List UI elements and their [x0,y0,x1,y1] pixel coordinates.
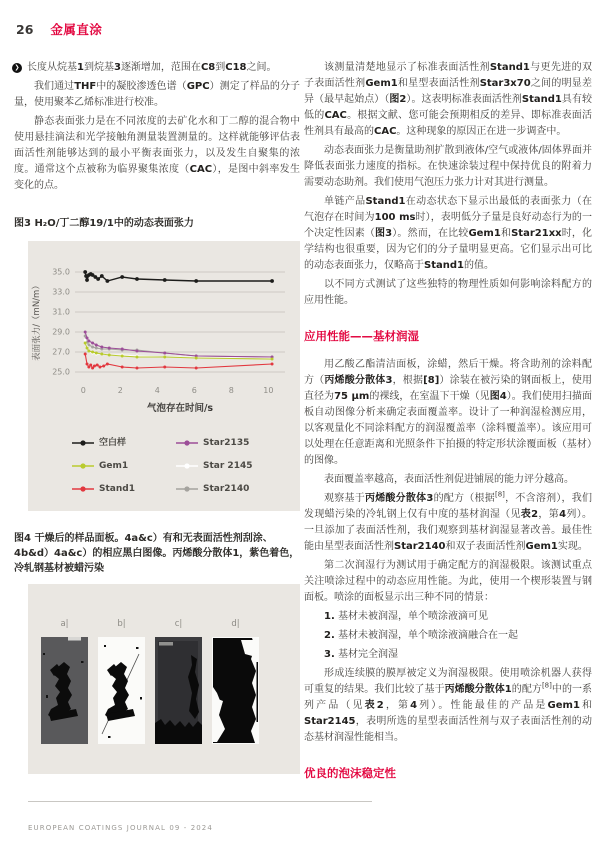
body-paragraph: 动态表面张力是衡量助剂扩散到液体/空气或液体/固体界面并降低表面张力速度的指标。在快速涂装过程中保持优良的附着力需要动态助剂。我们使用气泡压力张力计对其进行测量。 [304,145,592,188]
data-point [121,348,124,351]
legend-label: Gem1 [99,461,129,471]
section-title: 金属直涂 [50,22,103,37]
panel-label-c: c| [174,619,183,629]
body-paragraph: 单链产品Stand1在动态状态下显示出最低的表面张力（在气泡存在时间为100 ms时），表明低分子量是良好动态行为的一个决定性因素（图3）。然而，在比较Gem1和Star21xx时，化学结构也很重要，因为它们的分子量明显更高。它们显示出可比的动态表面张力，仅略高于Stand1的值。 [304,196,593,271]
legend-item [72,435,172,451]
series-line [85,332,272,357]
right-column [304,60,592,794]
data-point [96,364,99,367]
x-tick-label: 4 [154,386,160,395]
figure4-caption: 图4 干燥后的样品面板。4a&c）有和无表面活性剂刮涂、4b&d）4a&c）的相应黑白图像。丙烯酸分散体1，紫色着色，冷轧钢基材被蜡污染 [14,533,300,574]
data-point [84,331,87,334]
list-item: 1. 基材未被润湿，单个喷涂液滴可见 [324,611,488,622]
legend-label: Star2135 [203,438,250,448]
data-point [163,278,167,282]
x-tick-label: 0 [80,386,86,395]
data-point [105,279,109,283]
page-header [16,20,102,38]
legend-marker-icon [72,439,94,447]
lead-paragraph [14,60,300,76]
data-point [120,275,124,279]
data-point [84,353,87,356]
data-point [108,347,111,350]
data-point [100,353,103,356]
y-tick-label: 27.0 [52,347,70,357]
x-tick-label: 2 [117,386,123,395]
data-point [135,356,138,359]
body-paragraph: 表面覆盖率越高，表面活性剂促进铺展的能力评分越高。 [324,474,574,485]
x-axis-label: 气泡存在时间/s [146,403,214,414]
figure3-line-chart [28,251,300,423]
legend-marker-icon [176,462,198,470]
legend-marker-icon [72,462,94,470]
body-paragraph: 以不同方式测试了这些独特的物理性质如何影响涂料配方的应用性能。 [304,279,592,306]
figure4-panel-labels [28,616,300,632]
left-column [14,60,300,774]
panel-a-image [41,637,88,744]
data-point [84,342,87,345]
legend-label: 空白样 [99,438,127,448]
data-point [195,357,198,360]
legend-label: Stand1 [99,484,135,494]
list-item: 2. 基材未被润湿，单个喷涂液滴融合在一起 [324,630,518,641]
data-point [86,363,89,366]
x-tick-label: 6 [191,386,197,395]
data-point [194,279,198,283]
body-paragraph: 第二次润湿行为测试用于确定配方的润湿极限。该测试重点关注喷涂过程中的动态应用性能。为此，使用一个楔形装置与钢面板。喷涂的面板显示出三种不同的情景： [304,560,592,603]
data-point [98,366,101,369]
body-paragraph: 用乙酸乙酯清洁面板，涂蜡，然后干燥。将含助剂的涂料配方（丙烯酸分散体3，根据[8]）涂装在被污染的钢面板上，使用直径为75 μm的裸线，在室温下干燥（见图4）。我们使用扫描面板自动图像分析来确定表面覆盖率。设计了一种润湿检测应用，以客观量化不同涂料配方的润湿覆盖率（涂料覆盖率）。该应用可以处理在任意距离和光照条件下拍摄的特定形状涂覆面板（基材）的图像。 [304,359,593,466]
data-point [89,364,92,367]
data-point [91,351,94,354]
figure3-chart-box [28,241,300,511]
legend-marker-icon [72,485,94,493]
legend-marker-icon [176,439,198,447]
figure4-panels [28,637,300,744]
data-point [121,366,124,369]
legend-item [176,481,276,497]
data-point [96,277,100,281]
data-point [87,340,90,343]
legend-item [72,481,172,497]
data-point [135,350,138,353]
body-paragraph: 该测量清楚地显示了标准表面活性剂Stand1与更先进的双子表面活性剂Gem1和星型表面活性剂Star3x70之间的明显差异（最早起始点）（图2）。这表明标准表面活性剂Stand1具有较低的CAC。根据文献、您可能会预期相反的差异、即标准表面活性剂具有最高的CAC。这种现象的原因正在进一步调查中。 [304,62,593,137]
list-item: 3. 基材完全润湿 [324,649,398,660]
continued-arrow-icon: ❯ [12,63,22,73]
section-heading-foam: 优良的泡沫稳定性 [304,766,396,780]
data-point [270,279,274,283]
data-point [271,363,274,366]
data-point [121,355,124,358]
data-point [163,356,166,359]
legend-label: Star 2145 [203,461,253,471]
figure4-image-box [28,584,300,774]
page-footer [28,801,372,834]
y-axis-label: 表面张力/（mN/m） [32,281,42,361]
body-paragraph: 观察基于丙烯酸分散体3的配方（根据[8]，不含溶剂），我们发现蜡污染的冷轧钢上仅有中度的基材润湿（见表2，第4列）。一旦添加了表面活性剂，我们观察到基材润湿显著改善。最佳性能由星型表面活性剂Star2140和双子表面活性剂Gem1实现。 [304,490,593,552]
series-line [85,272,272,281]
data-point [85,278,89,282]
body-paragraph: 形成连续膜的膜厚被定义为润湿极限。使用喷涂机器人获得可重复的结果。我们比较了基于丙烯酸分散体1的配方[8]中的一系列产品（见表2，第4列）。性能最佳的产品是Gem1和Star2145，表明所选的星型表面活性剂与双子表面活性剂的动态基材润湿性能相当。 [304,668,593,743]
data-point [95,344,98,347]
figure3-caption: 图3 H₂O/丁二醇19/1中的动态表面张力 [14,218,194,229]
panel-d-image [212,637,259,744]
legend-item [176,435,276,451]
legend-item [176,458,276,474]
figure3-legend [28,429,300,501]
panel-label-b: b| [117,619,126,629]
panel-b-image [98,637,145,744]
panel-label-d: d| [231,619,240,629]
data-point [271,358,274,361]
data-point [102,365,105,368]
data-point [100,274,104,278]
panel-label-a: a| [60,619,69,629]
data-point [87,350,90,353]
panel-c-image [155,637,202,744]
y-tick-label: 29.0 [52,327,70,337]
y-tick-label: 31.0 [52,307,70,317]
y-tick-label: 33.0 [52,287,70,297]
data-point [108,354,111,357]
data-point [163,352,166,355]
x-tick-label: 8 [228,386,234,395]
section-heading-application: 应用性能——基材润湿 [304,329,419,343]
page-number: 26 [16,22,34,37]
data-point [106,363,109,366]
data-point [163,366,166,369]
x-tick-label: 10 [263,386,274,395]
data-point [91,346,94,349]
journal-footer-text: EUROPEAN COATINGS JOURNAL 09 - 2024 [28,824,213,832]
data-point [135,367,138,370]
data-point [95,347,98,350]
data-point [91,342,94,345]
lead-paragraph-text: 长度从烷基1到烷基3逐渐增加，范围在C8到C18之间。 [27,62,277,73]
body-paragraph: 静态表面张力是在不同浓度的去矿化水和丁二醇的混合物中使用悬挂滴法和光学接触角测量装置测量的。这样就能够评估表面活性剂能够达到的最小平衡表面张力，以及发生自聚集的浓度。通常这个点被称为临界聚集浓度（CAC），是图中斜率发生变化的点。 [14,116,301,191]
data-point [195,367,198,370]
data-point [86,337,89,340]
legend-label: Star2140 [203,484,250,494]
data-point [135,277,139,281]
data-point [95,352,98,355]
data-point [86,347,89,350]
y-tick-label: 35.0 [52,267,70,277]
y-tick-label: 25.0 [52,367,70,377]
data-point [83,270,87,274]
body-paragraph: 我们通过THF中的凝胶渗透色谱（GPC）测定了样品的分子量，使用聚苯乙烯标准进行校准。 [14,81,300,108]
legend-marker-icon [176,485,198,493]
data-point [93,365,96,368]
data-point [100,346,103,349]
legend-item [72,458,172,474]
